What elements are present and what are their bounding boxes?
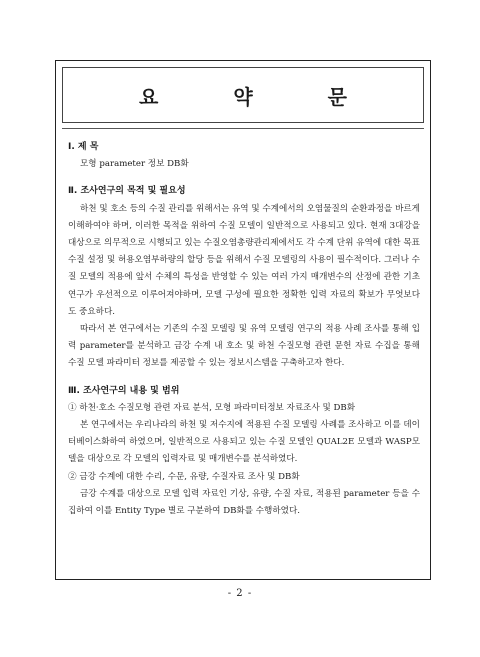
section-3-item-1: ① 하천·호소 수질모형 관련 자료 분석, 모형 파라미터정보 자료조사 및 DB화 xyxy=(68,402,356,413)
title-divider xyxy=(62,128,424,129)
page-title: 요 약 문 xyxy=(62,67,424,123)
section-1-heading: Ⅰ. 제 목 xyxy=(68,142,99,152)
section-3-heading: Ⅲ. 조사연구의 내용 및 범위 xyxy=(68,385,180,396)
section-2-heading: Ⅱ. 조사연구의 목적 및 필요성 xyxy=(68,186,186,197)
summary-content xyxy=(68,133,420,520)
section-1-body: 모형 parameter 정보 DB화 xyxy=(80,159,189,170)
section-2-paragraph-1: 하천 및 호소 등의 수질 관리를 위해서는 유역 및 수계에서의 오염물질의 순환과정을 바르게 이해하여야 하며, 이러한 목적을 위하여 수질 모델이 일반적으로 사용되고 있다. 현재 3대강을 대상으로 의무적으로 시행되고 있는 수질오염총량관리제에서도 각 수계 단위 유역에 대한 목표 수질 설정 및 허용오염부하량의 할당 등을 위해서 수질 모델링의 사용이 필수적이다. 그러나 수질 모델의 적용에 앞서 수체의 특성을 반영할 수 있는 여러 가지 매개변수의 산정에 관한 기초 연구가 우선적으로 이루어져야하며, 모델 구성에 필요한 정확한 입력 자료의 확보가 무엇보다도 중요하다. xyxy=(68,203,420,317)
section-3-item-1-body: 본 연구에서는 우리나라의 하천 및 저수지에 적용된 수질 모델링 사례를 조사하고 이를 데이터베이스화하여 하였으며, 일반적으로 사용되고 있는 수질 모델인 QUAL2E 모델과 WASP모델을 대상으로 각 모델의 입력자료 및 매개변수를 분석하였다. xyxy=(68,420,420,465)
page-number: - 2 - xyxy=(227,588,253,599)
section-3-item-2: ② 금강 수계에 대한 수리, 수문, 유량, 수질자료 조사 및 DB화 xyxy=(68,471,300,482)
section-3-item-2-body: 금강 수계를 대상으로 모델 입력 자료인 기상, 유량, 수질 자료, 적용된 parameter 등을 수집하여 이를 Entity Type 별로 구분하여 DB화를 수행하였다. xyxy=(68,488,420,517)
section-2-paragraph-2: 따라서 본 연구에서는 기존의 수질 모델링 및 유역 모델링 연구의 적용 사례 조사를 통해 입력 parameter를 분석하고 금강 수계 내 호소 및 하천 수질모형 관련 문헌 자료 수집을 통해 수질 모델 파라미터 정보를 제공할 수 있는 정보시스템을 구축하고자 한다. xyxy=(68,324,420,369)
summary-frame xyxy=(55,60,431,580)
